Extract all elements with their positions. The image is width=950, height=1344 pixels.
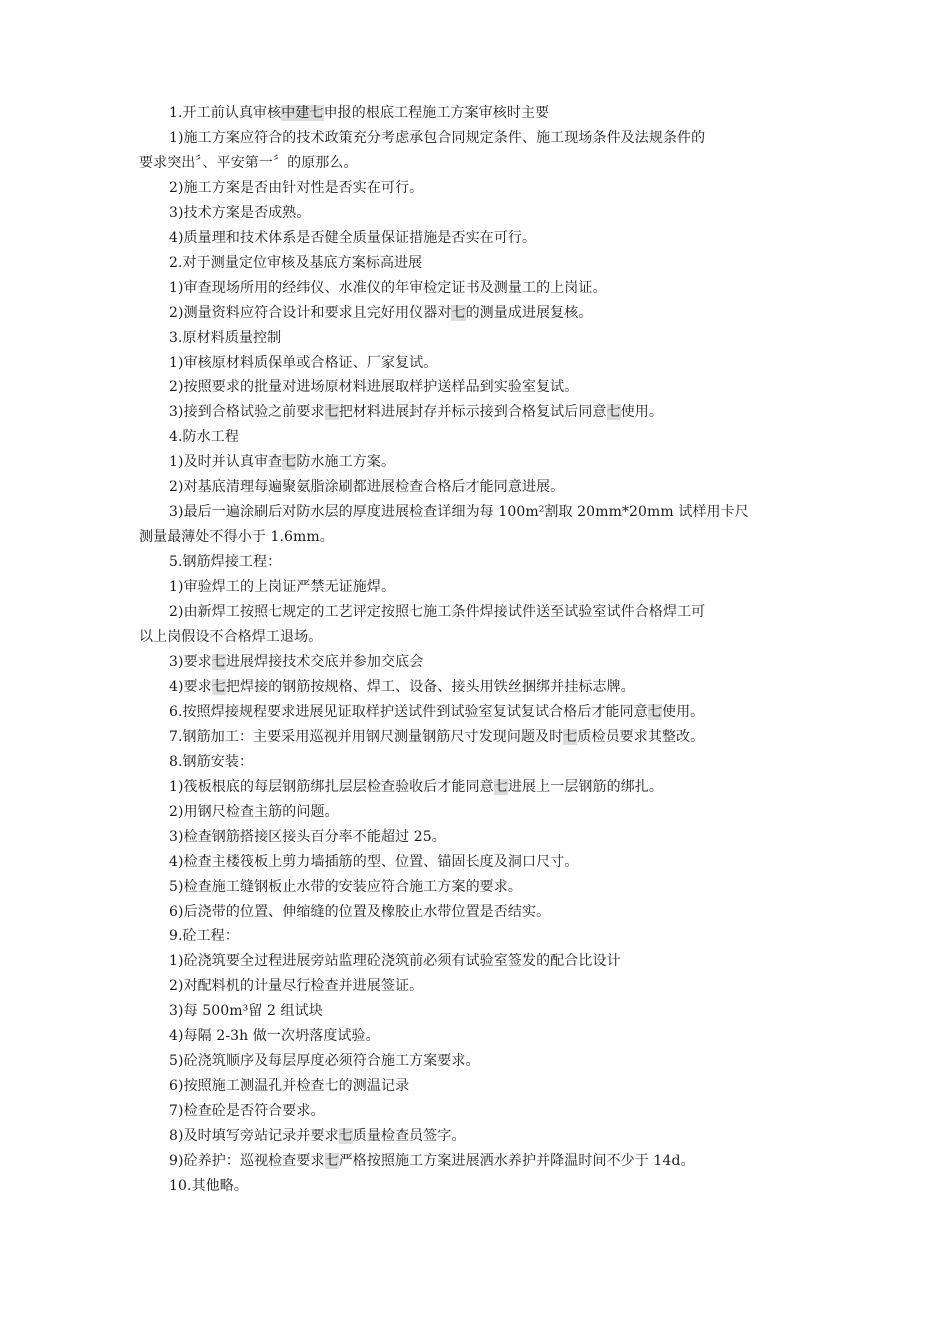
text-line bbox=[139, 924, 815, 949]
text-segment: 2)对基底清理每遍聚氨脂涂刷都进展检查合格后才能同意进展。 bbox=[169, 479, 565, 496]
text-segment: 6)按照施工测温孔并检查七的测温记录 bbox=[169, 1078, 410, 1095]
text-line bbox=[139, 600, 815, 625]
text-line bbox=[139, 775, 815, 800]
text-line bbox=[139, 201, 815, 226]
text-line bbox=[139, 550, 815, 575]
text-line bbox=[139, 850, 815, 875]
text-line bbox=[139, 675, 815, 700]
text-segment: 申报的根底工程施工方案审核时主要 bbox=[323, 105, 550, 121]
text-line bbox=[139, 276, 815, 301]
text-segment: 进展上一层钢筋的绑扎。 bbox=[507, 778, 663, 795]
text-line bbox=[139, 725, 815, 750]
text-segment: 8)及时填写旁站记录并要求 bbox=[169, 1128, 339, 1145]
text-line bbox=[139, 126, 815, 151]
text-line bbox=[139, 326, 815, 351]
text-segment: 3)接到合格试验之前要求 bbox=[169, 404, 325, 421]
text-segment: 1)审查现场所用的经纬仪、水准仪的年审检定证书及测量工的上岗证。 bbox=[169, 279, 607, 296]
text-segment: 把焊接的钢筋按规格、焊工、设备、接头用铁丝捆绑并挂标志牌。 bbox=[225, 678, 635, 695]
text-line bbox=[139, 575, 815, 600]
text-line bbox=[139, 650, 815, 675]
text-line bbox=[139, 450, 815, 475]
highlighted-text: 七 bbox=[282, 454, 297, 471]
text-segment: 防水施工方案。 bbox=[296, 454, 396, 471]
text-segment: 3)最后一遍涂刷后对防水层的厚度进展检查详细为每 100m²割取 20mm*20mm 试样用卡尺 bbox=[169, 504, 749, 521]
highlighted-text: 七 bbox=[563, 728, 578, 745]
text-line bbox=[139, 800, 815, 825]
highlighted-text: 七 bbox=[211, 678, 226, 695]
text-segment: 8.钢筋安装： bbox=[169, 753, 254, 770]
highlighted-text: 七 bbox=[493, 778, 508, 795]
text-segment: 1)审核原材料质保单或合格证、厂家复试。 bbox=[169, 354, 438, 371]
text-segment: 使用。 bbox=[620, 404, 664, 421]
text-segment: 4)每隔 2-3h 做一次坍落度试验。 bbox=[169, 1028, 380, 1045]
highlighted-text: 七 bbox=[338, 1128, 353, 1145]
text-segment: 质检员要求其整改。 bbox=[577, 728, 705, 745]
text-segment: 4)要求 bbox=[169, 678, 212, 695]
text-segment: 1)施工方案应符合的技术政策充分考虑承包合同规定条件、施工现场条件及法规条件的 bbox=[169, 129, 706, 146]
text-line bbox=[139, 151, 815, 176]
text-segment: 进展焊接技术交底并参加交底会 bbox=[225, 653, 424, 670]
text-line bbox=[139, 475, 815, 500]
text-segment: 9.砼工程： bbox=[169, 928, 239, 945]
text-segment: 使用。 bbox=[661, 703, 705, 720]
text-line bbox=[139, 500, 815, 525]
text-line bbox=[139, 375, 815, 400]
text-line bbox=[139, 750, 815, 775]
text-line bbox=[139, 1024, 815, 1049]
text-line bbox=[139, 999, 815, 1024]
text-segment: 把材料进展封存并标示接到合格复试后同意 bbox=[338, 404, 607, 421]
text-line bbox=[139, 1124, 815, 1149]
text-segment: 4)检查主楼筏板上剪力墙插筋的型、位置、锚固长度及洞口尺寸。 bbox=[169, 853, 579, 870]
text-segment: 3)技术方案是否成熟。 bbox=[169, 204, 311, 221]
text-line bbox=[139, 1049, 815, 1074]
text-line bbox=[139, 875, 815, 900]
text-segment: 2)用钢尺检查主筋的问题。 bbox=[169, 803, 339, 820]
text-segment: 7.钢筋加工：主要采用巡视并用钢尺测量钢筋尺寸发现问题及时 bbox=[169, 728, 564, 745]
text-segment: 2)由新焊工按照七规定的工艺评定按照七施工条件焊接试件送至试验室试件合格焊工可 bbox=[169, 604, 706, 621]
text-segment: 5)砼浇筑顺序及每层厚度必须符合施工方案要求。 bbox=[169, 1053, 480, 1070]
text-segment: 9)砼养护：巡视检查要求 bbox=[169, 1153, 325, 1170]
text-line bbox=[139, 351, 815, 376]
text-segment: 3.原材料质量控制 bbox=[169, 329, 282, 346]
text-line bbox=[139, 1174, 815, 1199]
document-body bbox=[139, 101, 815, 1199]
text-line bbox=[139, 900, 815, 925]
highlighted-text: 七 bbox=[451, 304, 466, 321]
text-segment: 6)后浇带的位置、伸缩缝的位置及橡胶止水带位置是否结实。 bbox=[169, 903, 551, 920]
highlighted-text: 七 bbox=[324, 404, 339, 421]
highlighted-text: 七 bbox=[211, 653, 226, 670]
text-segment: 4)质量理和技术体系是否健全质量保证措施是否实在可行。 bbox=[169, 229, 537, 246]
text-line bbox=[139, 301, 815, 326]
text-line bbox=[139, 226, 815, 251]
text-segment: 质量检查员签字。 bbox=[352, 1128, 466, 1145]
text-line bbox=[139, 700, 815, 725]
text-segment: 以上岗假设不合格焊工退场。 bbox=[139, 629, 323, 646]
text-line bbox=[139, 400, 815, 425]
text-segment: 3)要求 bbox=[169, 653, 212, 670]
highlighted-text: 七 bbox=[647, 703, 662, 720]
text-line bbox=[139, 425, 815, 450]
text-segment: 1)审验焊工的上岗证严禁无证施焊。 bbox=[169, 579, 396, 596]
text-segment: 3)每 500m³留 2 组试块 bbox=[169, 1003, 323, 1020]
text-segment: 3)检查钢筋搭接区接头百分率不能超过 25。 bbox=[169, 828, 446, 845]
text-line bbox=[139, 176, 815, 201]
text-segment: 严格按照施工方案进展洒水养护并降温时间不少于 14d。 bbox=[338, 1153, 695, 1170]
text-segment: 2)按照要求的批量对进场原材料进展取样护送样品到实验室复试。 bbox=[169, 379, 579, 396]
text-line bbox=[139, 625, 815, 650]
highlighted-text: 中建七 bbox=[281, 105, 324, 121]
text-segment: 10.其他略。 bbox=[169, 1177, 248, 1194]
highlighted-text: 七 bbox=[324, 1153, 339, 1170]
text-segment: 2.对于测量定位审核及基底方案标高进展 bbox=[169, 254, 423, 271]
text-line bbox=[139, 949, 815, 974]
text-line bbox=[139, 974, 815, 999]
text-line bbox=[139, 525, 815, 550]
text-segment: 6.按照焊接规程要求进展见证取样护送试件到试验室复试复试合格后才能同意 bbox=[169, 703, 648, 720]
highlighted-text: 七 bbox=[606, 404, 621, 421]
text-segment: 2)对配料机的计量尽行检查并进展签证。 bbox=[169, 978, 424, 995]
text-segment: 1)筏板根底的每层钢筋绑扎层层检查验收后才能同意 bbox=[169, 778, 494, 795]
text-segment: 2)施工方案是否由针对性是否实在可行。 bbox=[169, 179, 424, 196]
text-segment: 4.防水工程 bbox=[169, 429, 239, 446]
text-line bbox=[139, 1074, 815, 1099]
text-segment: 1)及时并认真审查 bbox=[169, 454, 283, 471]
text-line bbox=[139, 825, 815, 850]
text-segment: 5)检查施工缝钢板止水带的安装应符合施工方案的要求。 bbox=[169, 878, 522, 895]
text-segment: 5.钢筋焊接工程： bbox=[169, 554, 282, 571]
text-segment: 7)检查砼是否符合要求。 bbox=[169, 1103, 325, 1120]
text-segment: 1.开工前认真审核 bbox=[169, 105, 282, 121]
text-segment: 2)测量资料应符合设计和要求且完好用仪器对 bbox=[169, 304, 452, 321]
text-line bbox=[139, 1099, 815, 1124]
text-line bbox=[139, 251, 815, 276]
text-segment: 1)砼浇筑要全过程进展旁站监理砼浇筑前必须有试验室签发的配合比设计 bbox=[169, 953, 621, 970]
text-segment: 的测量成进展复核。 bbox=[465, 304, 593, 321]
text-segment: 测量最薄处不得小于 1.6mm。 bbox=[139, 529, 334, 546]
text-line bbox=[139, 101, 815, 126]
text-line bbox=[139, 1149, 815, 1174]
text-segment: 要求突出〞、平安第一〞的原那么。 bbox=[139, 154, 358, 171]
